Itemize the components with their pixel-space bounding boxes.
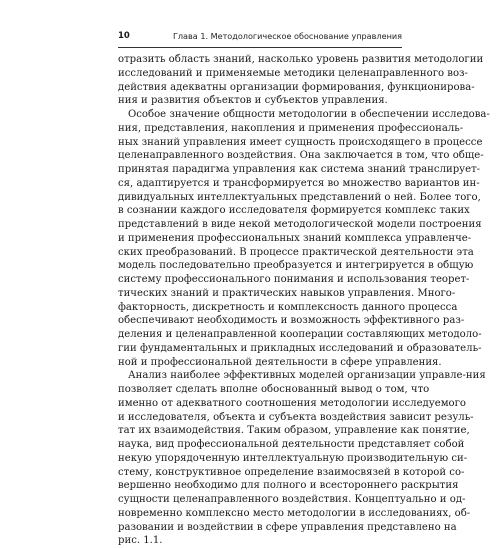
chapter-title: Глава 1. Методологическое обоснование управления [172, 31, 402, 41]
text-line: тических знаний и практических навыков управления. Много- [118, 287, 456, 299]
paragraph [118, 108, 490, 369]
paragraph [118, 369, 486, 548]
text-line: позволяет сделать вполне обоснованный вывод о том, что [118, 384, 430, 395]
paragraph [118, 53, 484, 108]
text-line: Анализ наиболее эффективных моделей организации управле-ния [128, 370, 486, 382]
text-line: ся, адаптируется и трансформируется во множество вариантов ин- [118, 177, 480, 189]
text-line: стему, конструктивное определение взаимосвязей в которой со- [118, 466, 465, 478]
text-line: ния, представления, накопления и применения профессиональ- [118, 122, 464, 134]
text-line: отразить область знаний, насколько уровень развития методологии [118, 54, 484, 65]
page-number: 10 [118, 31, 130, 41]
text-line: ния и развития объектов и субъектов управления. [118, 95, 388, 107]
text-line: и исследователя, объекта и субъекта воздействия зависит резуль- [118, 411, 474, 423]
text-line: ной и профессиональной деятельности в сфере управления. [118, 356, 442, 368]
text-line: исследований и применяемые методики целенаправленного воз- [118, 67, 468, 79]
text-line: сущности целенаправленного воздействия. Концептуально и од- [118, 494, 466, 505]
text-line: вершенно необходимо для полного и всестороннего раскрытия [118, 480, 459, 492]
text-line: разовании и воздействии в сфере управления представлено на [118, 521, 457, 533]
text-line: модель последовательно преобразуется и интегрируется в общую [118, 260, 474, 272]
running-header [118, 29, 402, 48]
body-text [118, 53, 490, 548]
text-line: дивидуальных интеллектуальных представлений о ней. Более того, [118, 191, 481, 203]
text-line: новременно комплексно место методологии в исследованиях, об- [118, 507, 471, 519]
text-line: и применения профессиональных знаний комплекса управленче- [118, 232, 472, 244]
text-line: целенаправленного воздействия. Она заключается в том, что обще- [118, 150, 484, 162]
text-line: тат их взаимодействия. Таким образом, управление как понятие, [118, 425, 470, 437]
text-line: ных знаний управления имеет сущность происходящего в процессе [118, 136, 483, 148]
text-line: некую упорядоченную интеллектуальную производительную си- [118, 452, 468, 464]
text-line: систему профессионального понимания и использования теорет- [118, 274, 470, 285]
text-line: принятая парадигма управления как система знаний транслирует- [118, 164, 481, 175]
text-line: Особое значение общности методологии в обеспечении исследова- [128, 109, 490, 120]
text-line: в сознании каждого исследователя формируется комплекс таких [118, 205, 470, 217]
text-line: деления и целенаправленной кооперации составляющих методоло- [118, 329, 482, 340]
text-line: представлений в виде некой методологической модели построения [118, 219, 482, 230]
text-line: факторность, дискретность и комплексность данного процесса [118, 301, 458, 313]
text-line: наука, вид профессиональной деятельности представляет собой [118, 439, 465, 450]
text-line: гии фундаментальных и прикладных исследований и образователь- [118, 342, 482, 354]
text-line: именно от адекватного соотношения методологии исследуемого [118, 397, 466, 409]
text-line: рис. 1.1. [118, 535, 163, 547]
text-line: ских преобразований. В процессе практической деятельности эта [118, 246, 474, 258]
text-line: обеспечивают необходимость и возможность эффективного раз- [118, 315, 465, 327]
text-line: действия адекватны организации формирования, функционирова- [118, 81, 475, 93]
